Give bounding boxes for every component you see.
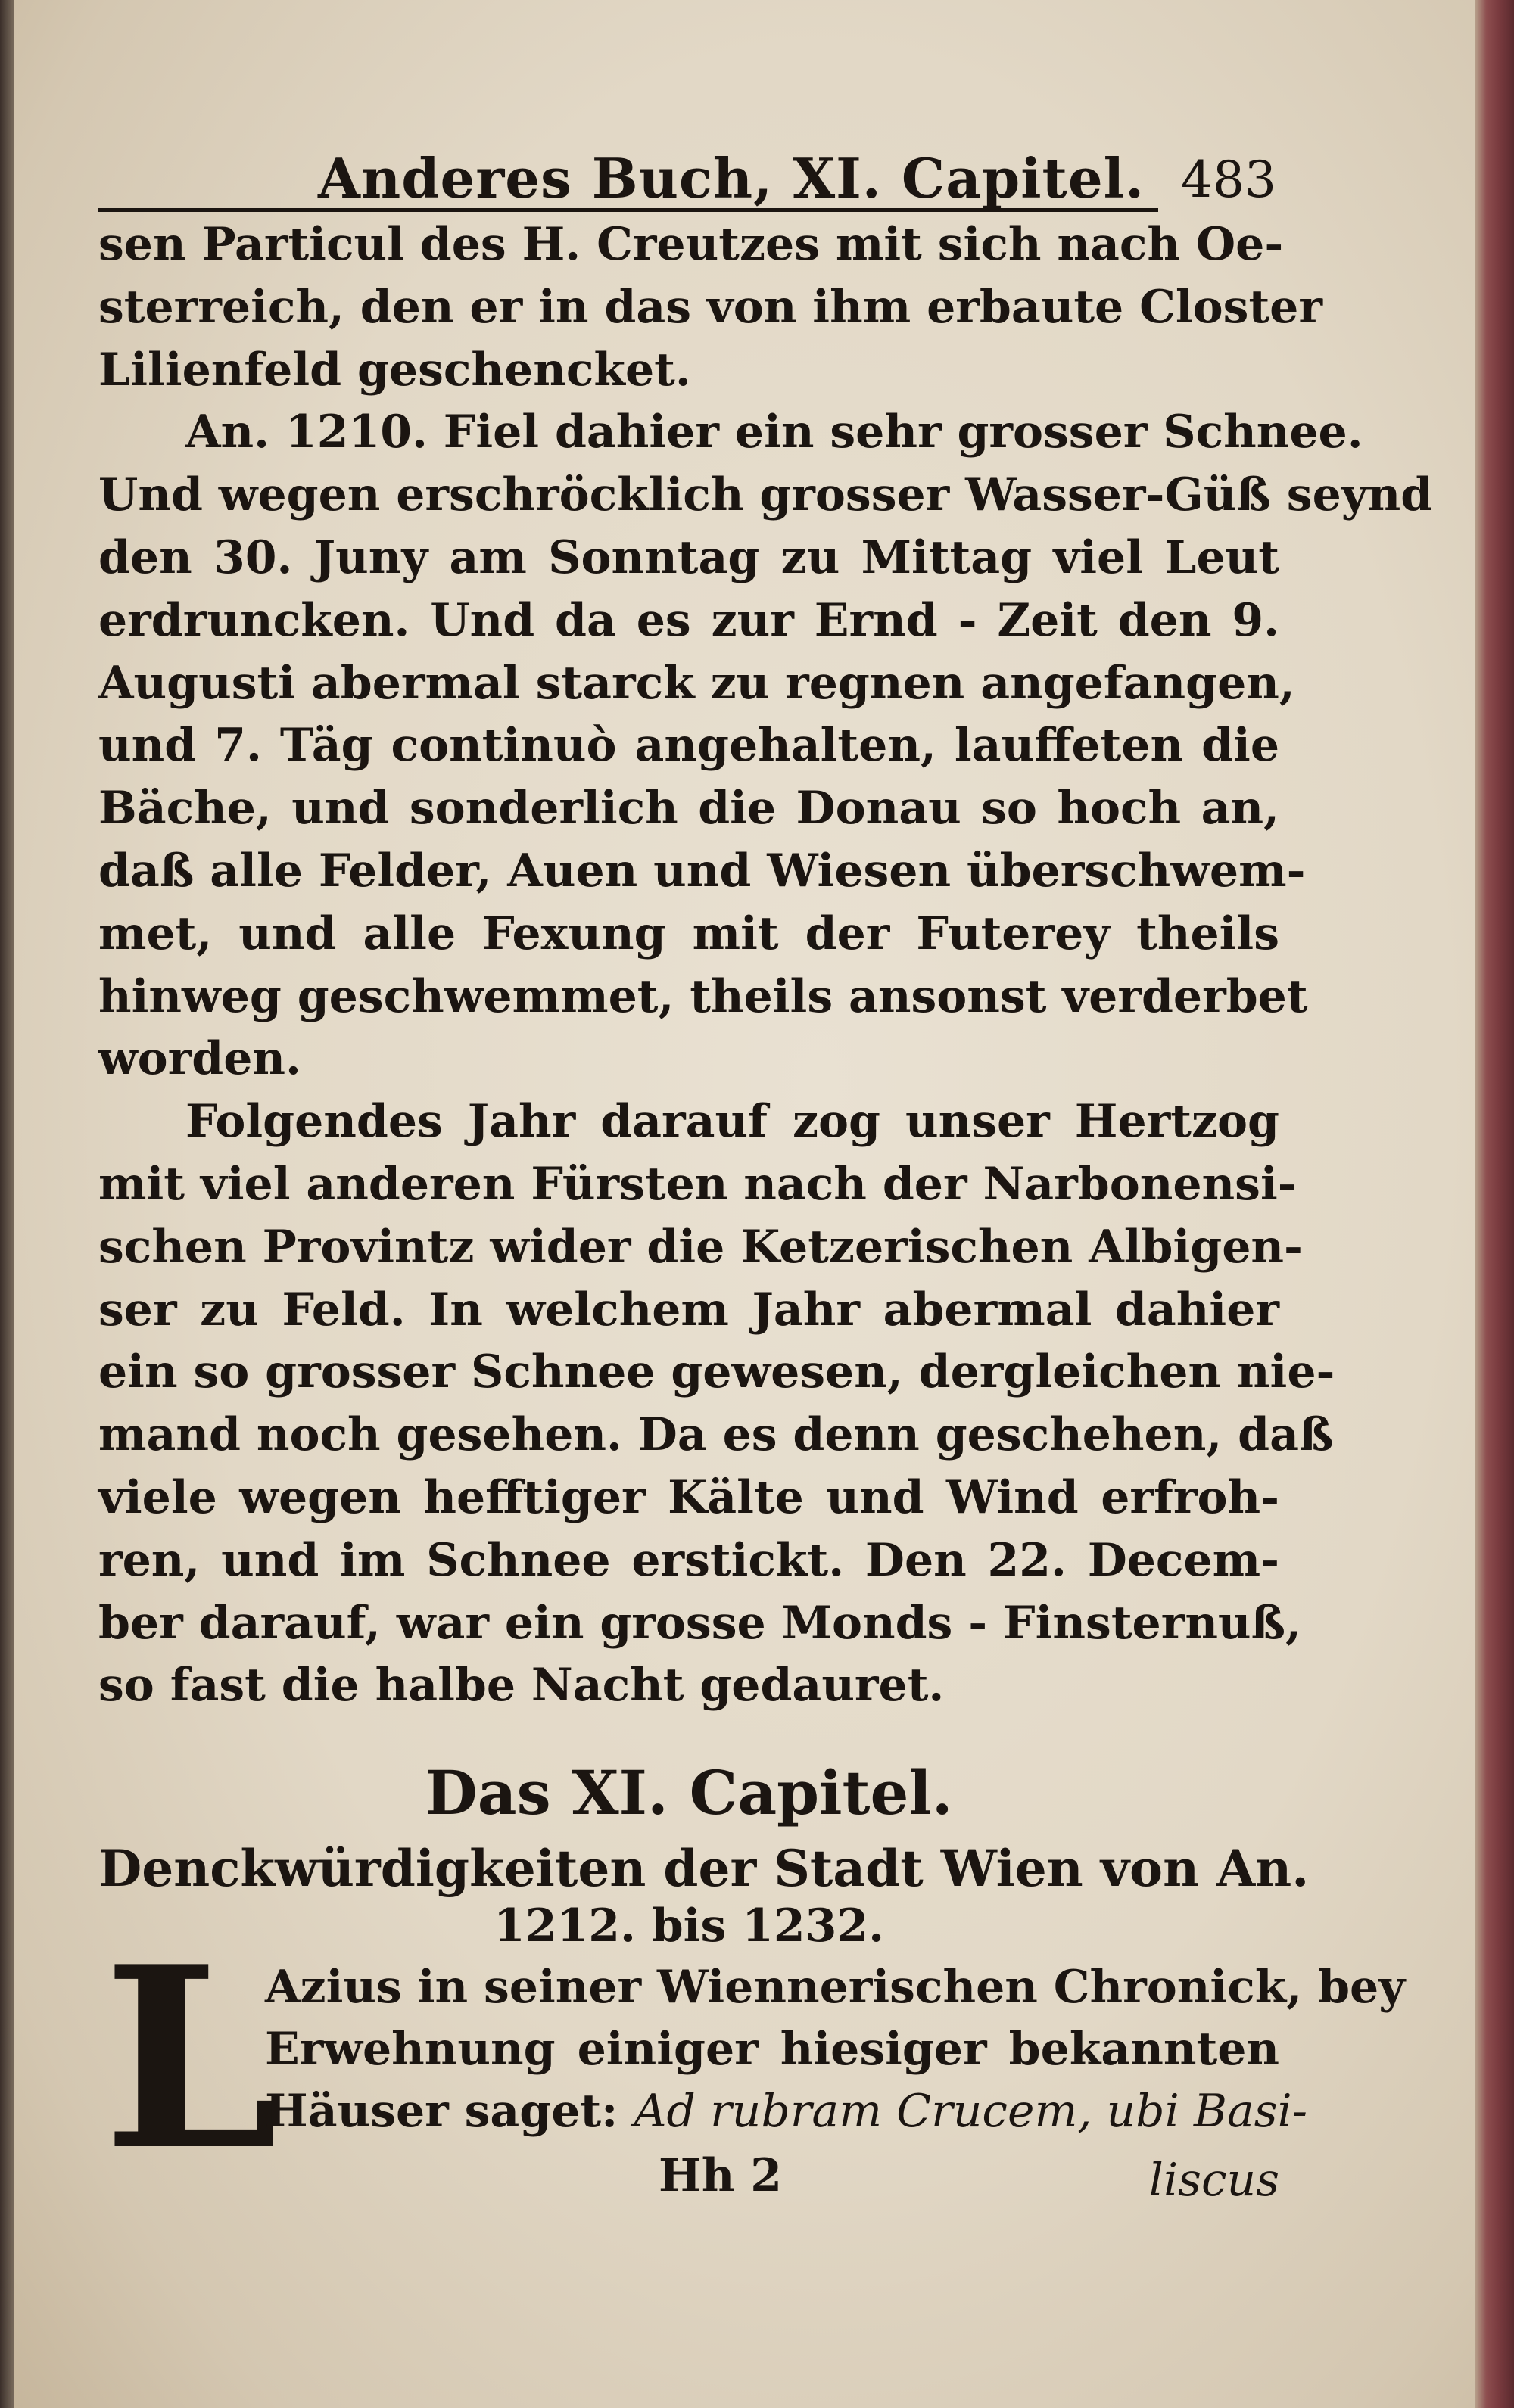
text-line: viele wegen hefftiger Kälte und Wind erfroh- xyxy=(98,1470,1279,1524)
text-line: sterreich, den er in das von ihm erbaute Closter xyxy=(98,280,1322,334)
header-rule xyxy=(98,208,1158,212)
text-line: ein so grosser Schnee gewesen, dergleichen nie- xyxy=(98,1346,1335,1399)
signature-mark: Hh 2 xyxy=(659,2149,782,2202)
text-line: den 30. Juny am Sonntag zu Mittag viel Leut xyxy=(98,530,1279,584)
text-line: ser zu Feld. In welchem Jahr abermal dahier xyxy=(98,1283,1279,1336)
text-line: An. 1210. Fiel dahier ein sehr grosser Schnee. xyxy=(185,406,1363,459)
book-cover-edge xyxy=(1475,0,1514,2408)
body-text xyxy=(98,213,1433,1717)
text-line: sen Particul des H. Creutzes mit sich nach Oe- xyxy=(98,218,1284,271)
text-line: met, und alle Fexung mit der Futerey theils xyxy=(98,907,1279,960)
chapter-opening xyxy=(265,1956,1406,2142)
text-line: daß alle Felder, Auen und Wiesen überschwem- xyxy=(98,844,1306,898)
catchword: liscus xyxy=(1148,2154,1279,2207)
text-line: Augusti abermal starck zu regnen angefangen, xyxy=(98,656,1295,710)
page-footer xyxy=(98,2149,1279,2210)
opening-line: Azius in seiner Wiennerischen Chronick, bey xyxy=(265,1961,1406,2014)
text-line: ber darauf, war ein grosse Monds - Finsternuß, xyxy=(98,1596,1302,1650)
text-line: Bäche, und sonderlich die Donau so hoch an, xyxy=(98,782,1279,835)
page-number: 483 xyxy=(1181,151,1276,209)
chapter-subtitle: Denckwürdigkeiten der Stadt Wien von An. xyxy=(98,1839,1310,1898)
text-line: so fast die halbe Nacht gedauret. xyxy=(98,1659,945,1713)
running-head: Anderes Buch, XI. Capitel. xyxy=(318,146,1145,210)
page-header xyxy=(98,132,1279,216)
opening-line: Erwehnung einiger hiesiger bekannten xyxy=(265,2023,1279,2076)
text-line: worden. xyxy=(98,1032,301,1086)
latin-quotation: Ad rubram Crucem, ubi Basi- xyxy=(634,2085,1307,2138)
text-line: schen Provintz wider die Ketzerischen Albigen- xyxy=(98,1220,1303,1274)
text-line: Folgendes Jahr darauf zog unser Hertzog xyxy=(185,1095,1279,1149)
opening-line xyxy=(265,2080,1307,2142)
book-page xyxy=(14,0,1479,2408)
text-line: mit viel anderen Fürsten nach der Narbonensi- xyxy=(98,1157,1297,1211)
text-line: erdruncken. Und da es zur Ernd - Zeit den 9. xyxy=(98,593,1279,647)
chapter-years: 1212. bis 1232. xyxy=(493,1899,885,1952)
text-line: Lilienfeld geschencket. xyxy=(98,343,691,397)
text-line: Und wegen erschröcklich grosser Wasser-Güß seynd xyxy=(98,468,1433,522)
text-line: ren, und im Schnee erstickt. Den 22. Decem- xyxy=(98,1533,1279,1587)
text-line: hinweg geschwemmet, theils ansonst verderbet xyxy=(98,969,1308,1023)
opening-line-text: Häuser saget: xyxy=(265,2085,618,2138)
text-line: mand noch gesehen. Da es denn geschehen, daß xyxy=(98,1408,1334,1462)
text-line: und 7. Täg continuò angehalten, lauffeten die xyxy=(98,719,1279,773)
chapter-title: Das XI. Capitel. xyxy=(425,1757,953,1828)
drop-cap: L xyxy=(103,1912,279,2205)
